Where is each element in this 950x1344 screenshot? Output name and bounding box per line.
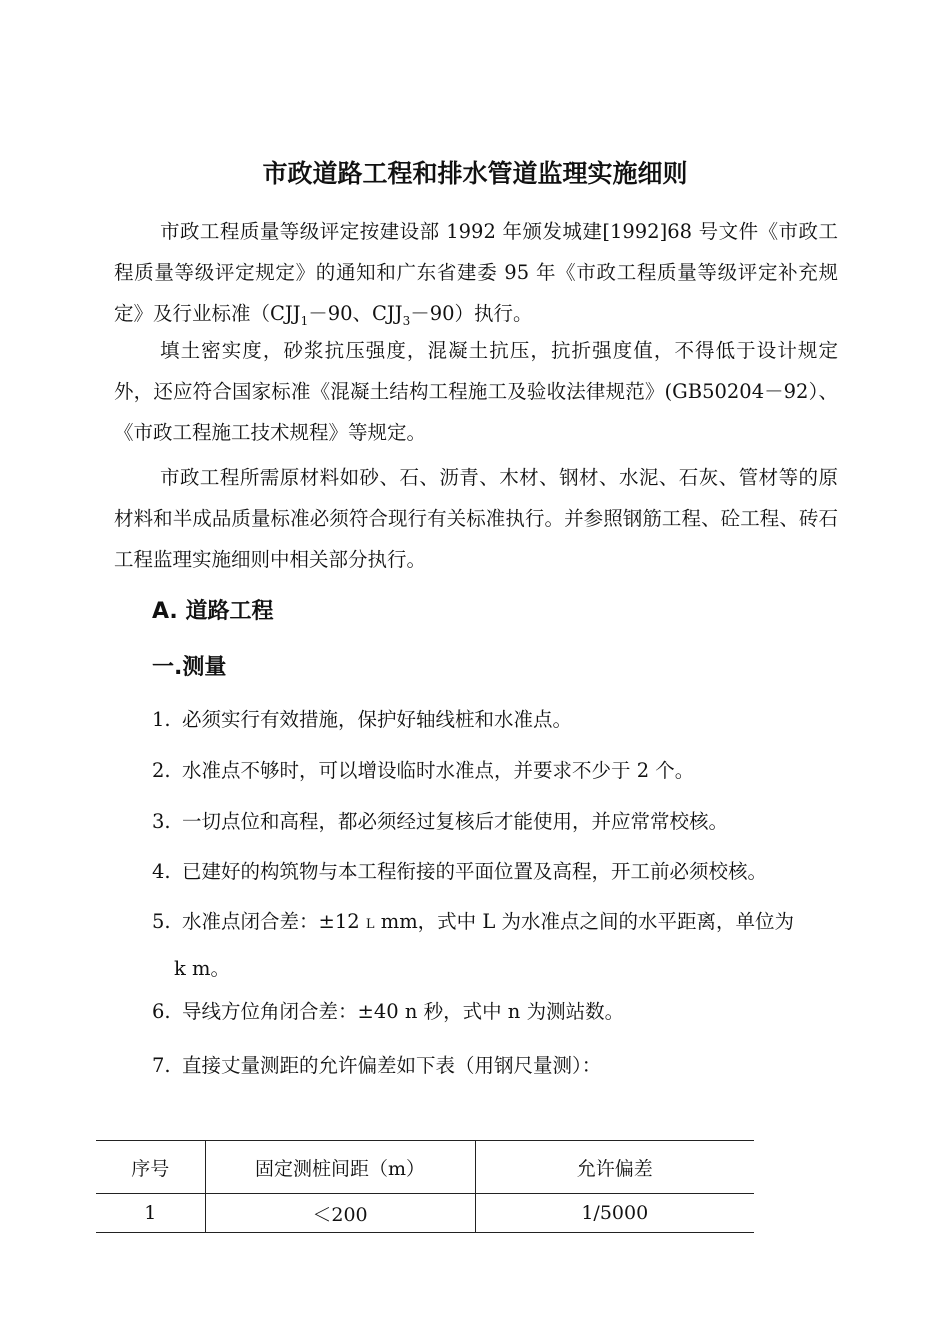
list-item: 1. 必须实行有效措施，保护好轴线桩和水准点。 [152,708,573,731]
table-header-row [96,1141,754,1194]
tolerance-table [96,1140,754,1233]
section-heading-roads: A. 道路工程 [152,599,274,624]
table-header-cell: 固定测桩间距（m） [205,1141,475,1194]
page-title: 市政道路工程和排水管道监理实施细则 [262,159,688,188]
table-cell: 1/5000 [475,1194,754,1233]
table-cell: 1 [96,1194,205,1233]
intro-paragraph-3: 市政工程所需原材料如砂、石、沥青、木材、钢材、水泥、石灰、管材等的原材料和半成品质量标准必须符合现行有关标准执行。并参照钢筋工程、砼工程、砖石工程监理实施细则中相关部分执行。 [114,466,838,571]
table-header-cell: 序号 [96,1141,205,1194]
intro-paragraph-2: 填土密实度，砂浆抗压强度，混凝土抗压，抗折强度值，不得低于设计规定外，还应符合国家标准《混凝土结构工程施工及验收法律规范》(GB50204－92）、《市政工程施工技术规程》等规定。 [114,339,838,444]
list-item: 4. 已建好的构筑物与本工程衔接的平面位置及高程，开工前必须校核。 [152,860,768,883]
list-item: 6. 导线方位角闭合差：±40 n 秒，式中 n 为测站数。 [152,1000,625,1023]
list-item: 7. 直接丈量测距的允许偏差如下表（用钢尺量测）： [152,1054,602,1077]
list-item: 2. 水准点不够时，可以增设临时水准点，并要求不少于 2 个。 [152,759,695,782]
table-row [96,1194,754,1233]
section-heading-survey: 一.测量 [152,655,227,680]
table-cell: ＜200 [205,1194,475,1233]
intro-paragraph-1: 市政工程质量等级评定按建设部 1992 年颁发城建[1992]68 号文件《市政工程质量等级评定规定》的通知和广东省建委 95 年《市政工程质量等级评定补充规定》及行业标准（$CJJ_1-90$、$CJJ_3-90$）执行。 [114,220,838,328]
list-item: 3. 一切点位和高程，都必须经过复核后才能使用，并应常常校核。 [152,810,729,833]
table-header-cell: 允许偏差 [475,1141,754,1194]
list-item: 5. 水准点闭合差：±12 L mm，式中 L 为水准点之间的水平距离，单位为 k m。 [152,910,795,980]
